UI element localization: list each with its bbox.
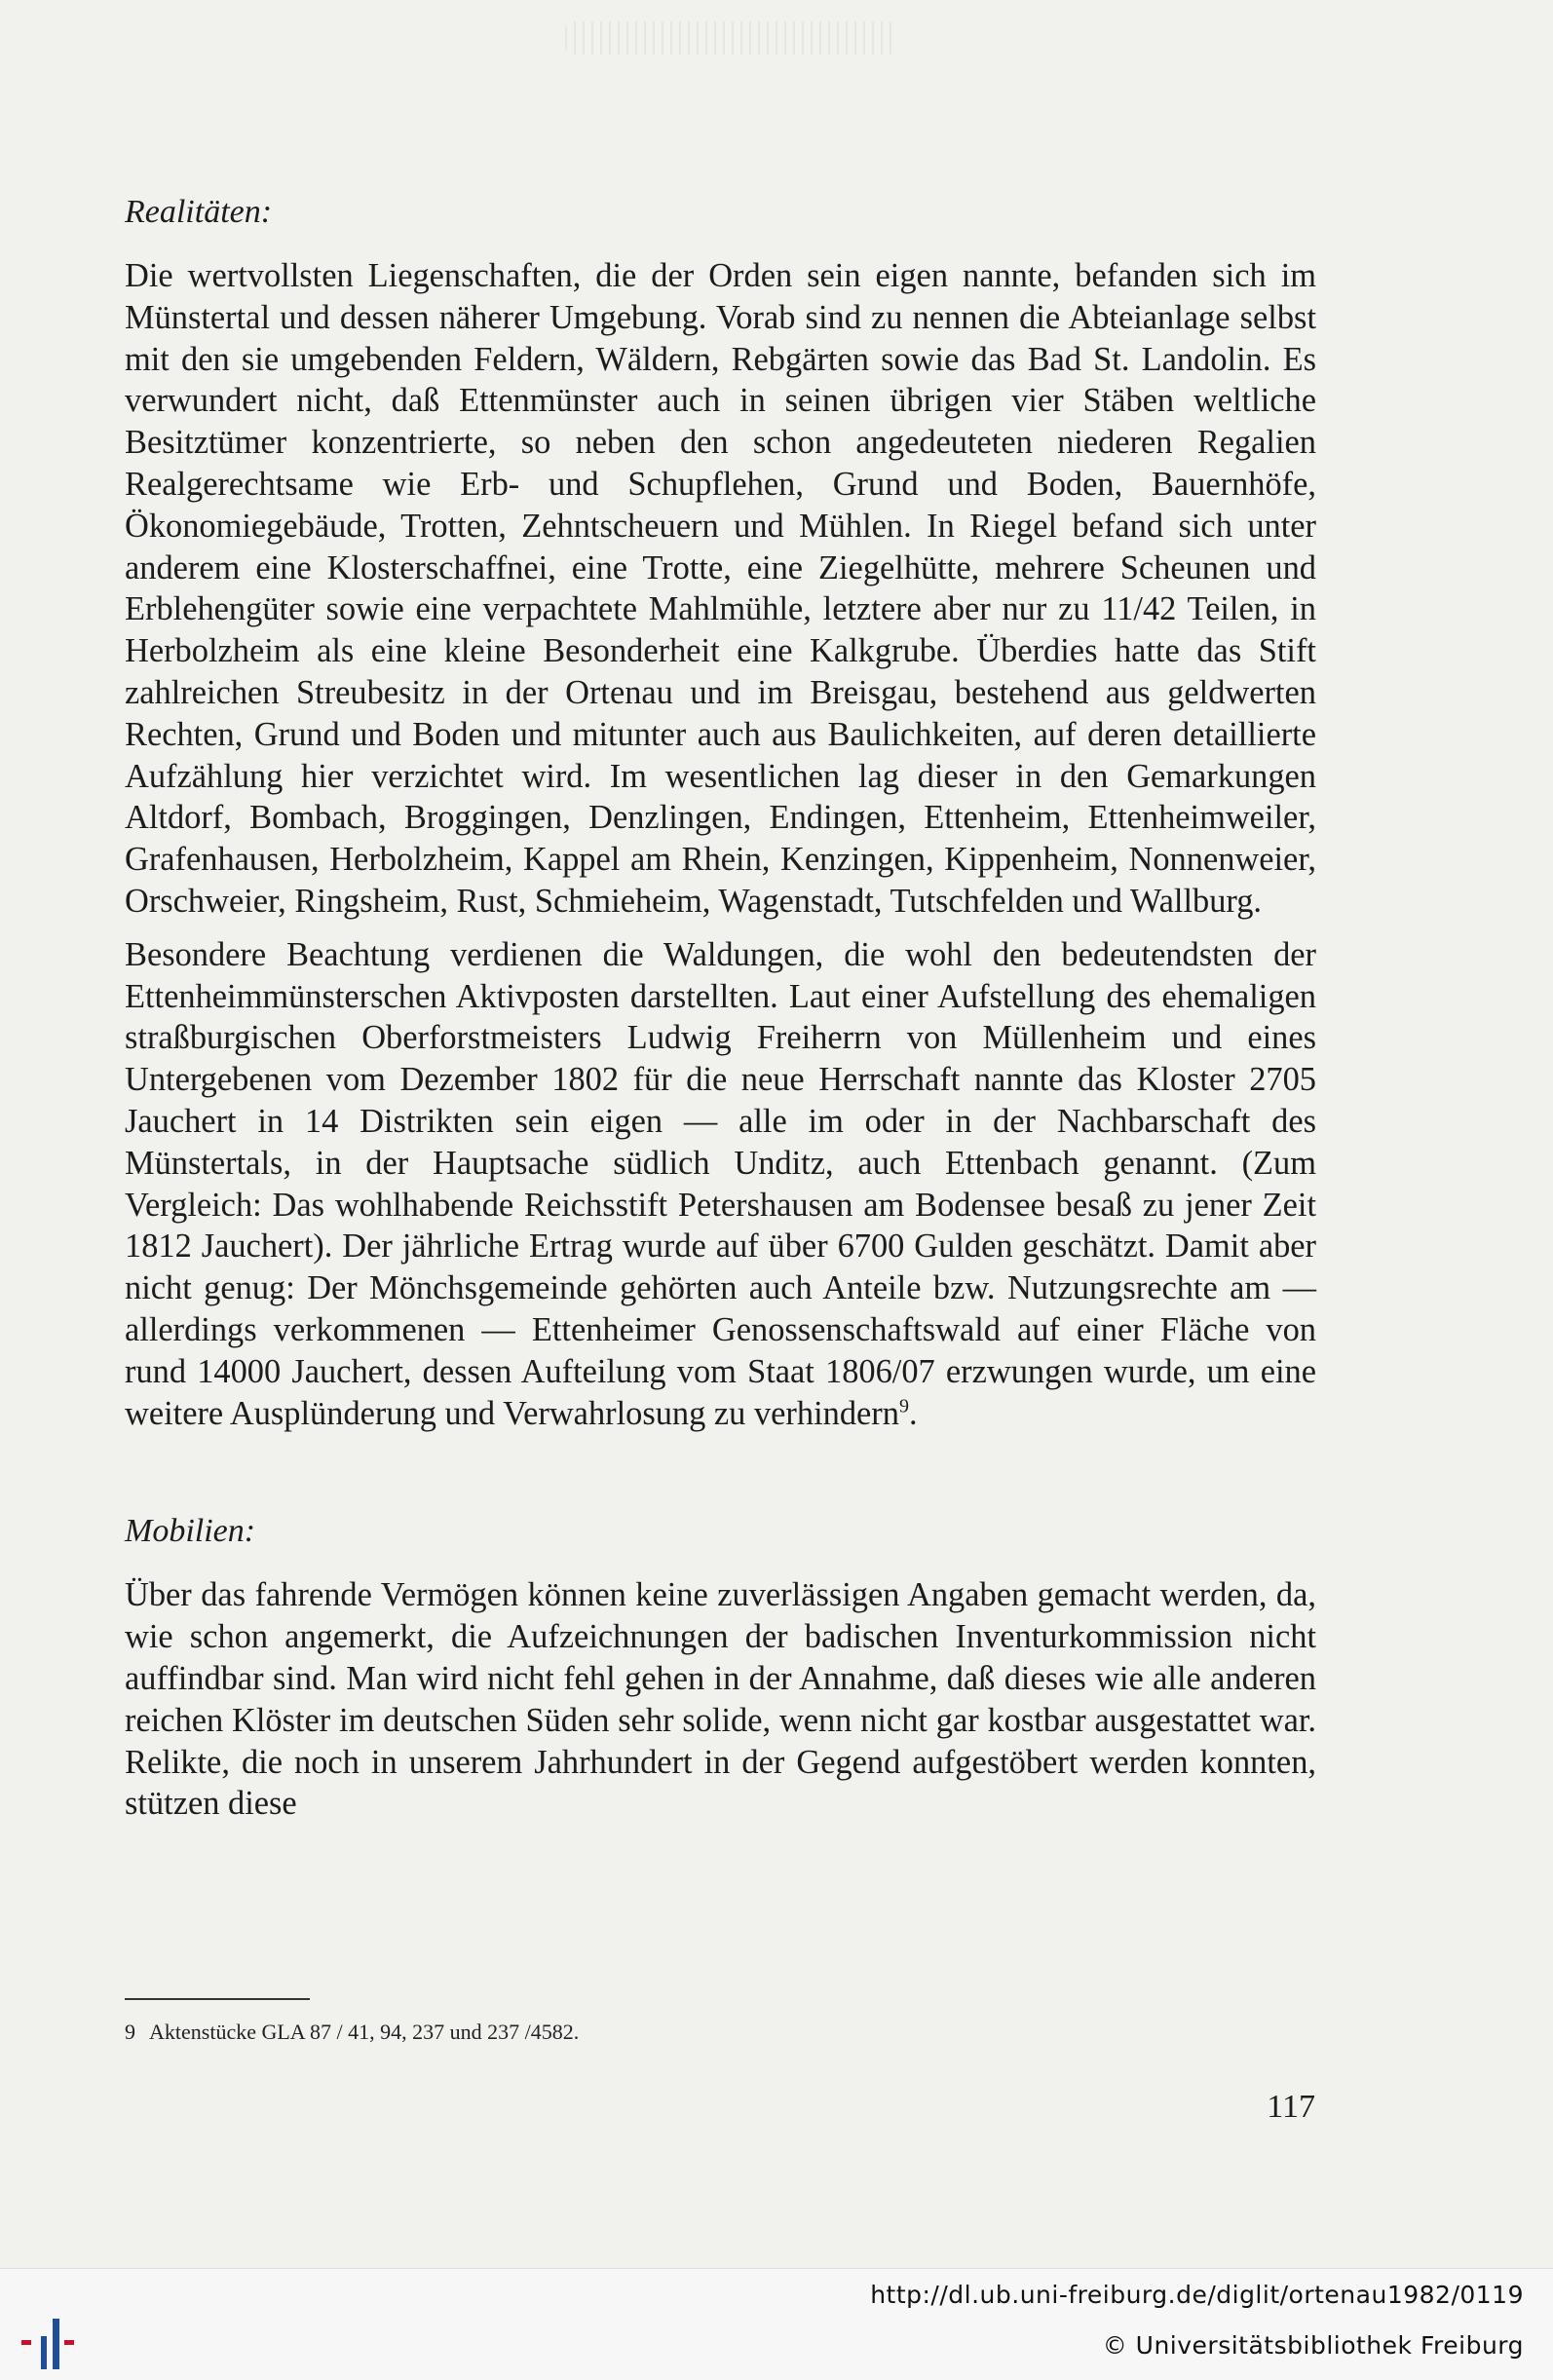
section-heading-realitaeten: Realitäten: [125,194,273,230]
copyright-notice: © Universitätsbibliothek Freiburg [1102,2331,1524,2360]
paragraph-liegenschaften: Die wertvollsten Liegenschaften, die der Orden sein eigen nannte, befanden sich im Münstertal und dessen näherer Umgebung. Vorab sind zu nennen die Abteianlage selbst mit den sie umgebenden Feldern, Wäldern, Rebgärten sowie das Bad St. Landolin. Es verwundert nicht, daß Ettenmünster auch in seinen übrigen vier Stäben weltliche Besitztümer konzentrierte, so neben den schon angedeuteten niederen Regalien Realgerechtsame wie Erb- und Schupflehen, Grund und Boden, Bauernhöfe, Ökonomiegebäude, Trotten, Zehntscheuern und Mühlen. In Riegel befand sich unter anderem eine Klosterschaffnei, eine Trotte, eine Ziegelhütte, mehrere Scheunen und Erblehengüter sowie eine verpachtete Mahlmühle, letztere aber nur zu 11/42 Teilen, in Herbolzheim als eine kleine Besonderheit eine Kalkgrube. Überdies hatte das Stift zahlreichen Streubesitz in der Ortenau und im Breisgau, bestehend aus geldwerten Rechten, Grund und Boden und mitunter auch aus Baulichkeiten, auf deren detaillierte Aufzählung hier verzichtet wird. Im wesentlichen lag dieser in den Gemarkungen Altdorf, Bombach, Broggingen, Denzlingen, Endingen, Ettenheim, Ettenheimweiler, Grafenhausen, Herbolzheim, Kappel am Rhein, Kenzingen, Kippenheim, Nonnenweier, Orschweier, Ringsheim, Rust, Schmieheim, Wagenstadt, Tutschfelden und Wallburg. [125,257,1316,920]
logo-right-dash [64,2340,74,2345]
paragraph-mobilien: Über das fahrende Vermögen können keine zuverlässigen Angaben gemacht werden, da, wie schon angemerkt, die Aufzeichnungen der badischen Inventurkommission nicht auffindbar sind. Man wird nicht fehl gehen in der Annahme, daß dieses wie alle anderen reichen Klöster im deutschen Süden sehr solide, wenn nicht gar kostbar ausgestattet war. Relikte, die noch in unserem Jahrhundert in der Gegend aufgestöbert werden konnten, stützen diese [125,1576,1316,1823]
page-body [125,191,1316,1825]
footnote-divider [125,1998,310,2000]
footnote-text: Aktenstücke GLA 87 / 41, 94, 237 und 237 /4582. [149,2020,580,2044]
logo-left-dash [21,2340,31,2345]
footnote [125,2019,579,2046]
footnote-number: 9 [125,2020,135,2044]
paragraph-waldungen [125,934,1316,1435]
page-number: 117 [1267,2089,1315,2125]
paragraph-waldungen-text: Besondere Beachtung verdienen die Waldungen, die wohl den bedeutendsten der Ettenheimmünsterschen Aktivposten darstellten. Laut einer Aufstellung des ehemaligen straßburgischen Oberforstmeisters Ludwig Freiherrn von Müllenheim und eines Untergebenen vom Dezember 1802 für die neue Herrschaft nannte das Kloster 2705 Jauchert in 14 Distrikten sein eigen — alle im oder in der Nachbarschaft des Münstertals, in der Hauptsache südlich Unditz, auch Ettenbach genannt. (Zum Vergleich: Das wohlhabende Reichsstift Petershausen am Bodensee besaß zu jener Zeit 1812 Jauchert). Der jährliche Ertrag wurde auf über 6700 Gulden geschätzt. Damit aber nicht genug: Der Mönchsgemeinde gehörten auch Anteile bzw. Nutzungsrechte am — allerdings verkommenen — Ettenheimer Genossenschaftswald auf einer Fläche von rund 14000 Jauchert, dessen Aufteilung vom Staat 1806/07 erzwungen wurde, um eine weitere Ausplünderung und Verwahrlosung zu verhindern [125,935,1316,1432]
permalink-url[interactable]: http://dl.ub.uni-freiburg.de/diglit/ortenau1982/0119 [870,2281,1524,2309]
logo-bar-center [53,2319,59,2369]
footnote-reference[interactable]: 9 [898,1395,909,1417]
scan-artifact [565,21,896,55]
paragraph-waldungen-end: . [908,1394,918,1432]
library-logo-icon[interactable] [19,2319,97,2369]
logo-bar-left [41,2336,47,2369]
section-heading-mobilien: Mobilien: [125,1513,256,1550]
